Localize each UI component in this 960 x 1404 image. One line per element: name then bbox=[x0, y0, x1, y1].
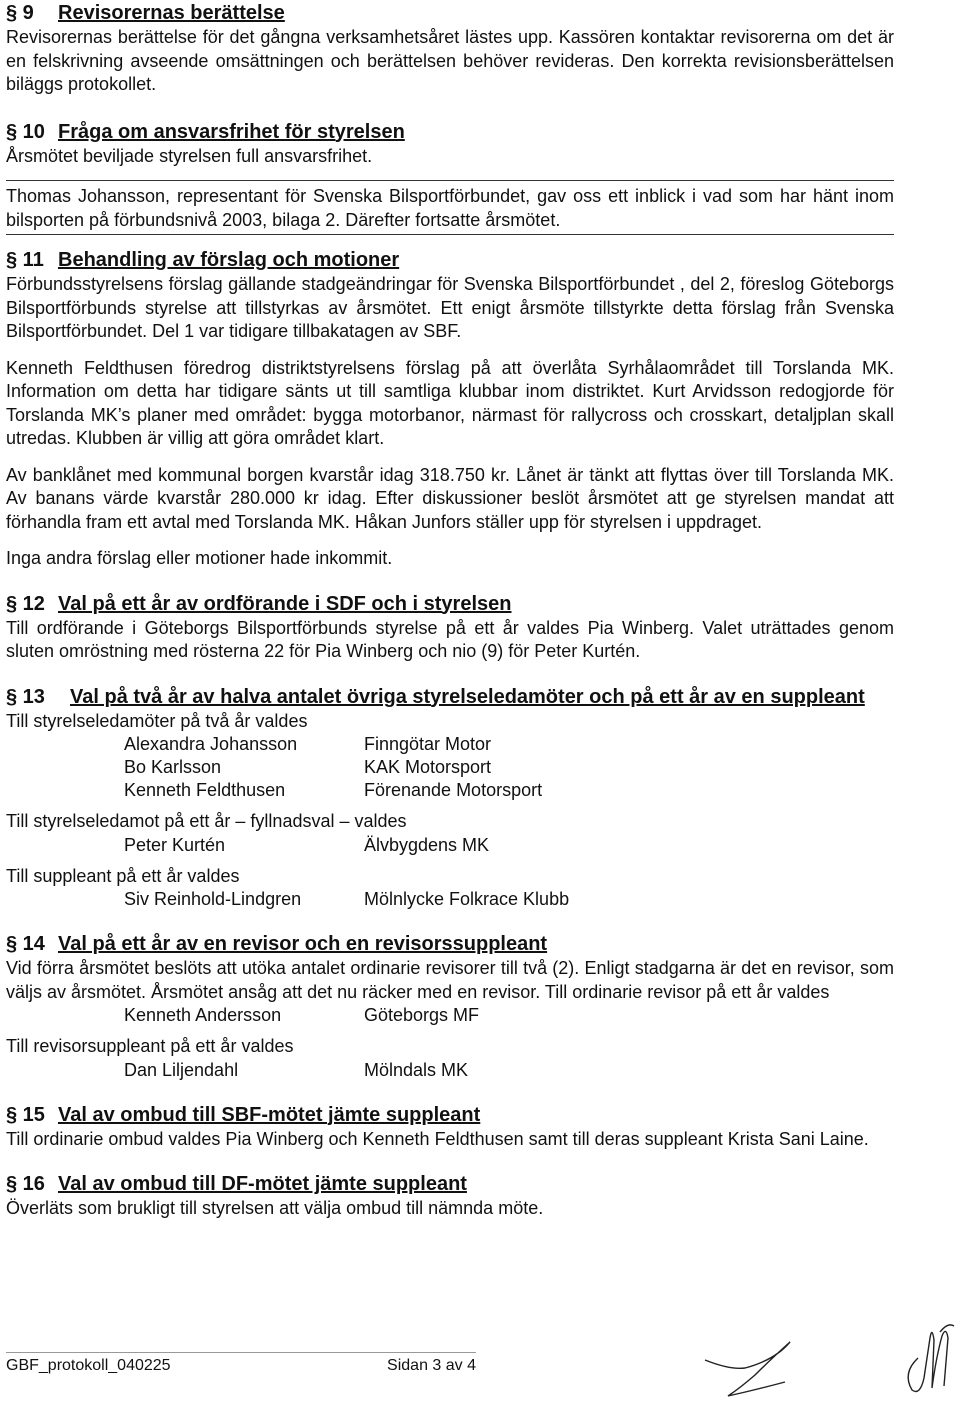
section-10-text-2: Thomas Johansson, representant för Svenska Bilsportförbundet, gav oss ett inblick i vad som har hänt inom bilsporten på förbundsnivå 2003, bilaga 2. Därefter fortsatte årsmötet. bbox=[6, 186, 894, 230]
section-13-heading bbox=[6, 684, 894, 710]
elected-member-row bbox=[6, 733, 894, 756]
elected-member-row bbox=[6, 834, 894, 857]
section-14-text: Vid förra årsmötet beslöts att utöka antalet ordinarie revisorer till två (2). Enligt stadgarna är det en revisor, som väljs av årsmötet. Årsmötet ansåg att det nu räcker med en revisor. Till ordinarie revisor på ett år valdes bbox=[6, 958, 894, 1002]
section-15-heading bbox=[6, 1102, 894, 1128]
page-number: Sidan 3 av 4 bbox=[387, 1357, 476, 1374]
section-10-heading bbox=[6, 119, 894, 145]
section-title: Val av ombud till SBF-mötet jämte suppleant bbox=[58, 1103, 481, 1126]
member-club: Förenande Motorsport bbox=[364, 780, 543, 800]
section-13-intro-2: Till styrelseledamot på ett år – fyllnadsval – valdes bbox=[6, 811, 407, 831]
section-title: Val av ombud till DF-mötet jämte suppleant bbox=[58, 1173, 467, 1195]
section-11-paragraph-2: Kenneth Feldthusen föredrog distriktstyrelsens förslag på att överlåta Syrhålaområdet till Torslanda MK. Information om detta har tidigare sänts ut till samtliga klubbar inom distriktet. Kurt Arvidsson redogjorde för Torslanda MK’s planer med området: bygga motorbanor, närmast för rallycross och crosskart, detaljplan skall utredas. Klubben är villig att göra området klart. bbox=[6, 357, 894, 448]
section-14-heading bbox=[6, 931, 894, 957]
member-name: Siv Reinhold-Lindgren bbox=[124, 889, 302, 909]
member-name: Dan Liljendahl bbox=[124, 1059, 239, 1080]
member-club: Finngötar Motor bbox=[364, 734, 492, 754]
section-16-heading bbox=[6, 1171, 894, 1197]
elected-member-row bbox=[6, 888, 894, 911]
handwritten-signature-2 bbox=[896, 1318, 956, 1398]
section-11-paragraph-1: Förbundsstyrelsens förslag gällande stadgeändringar för Svenska Bilsportförbundet , del 2, föreslog Göteborgs Bilsportförbunds styrelse att tillstyrkas av årsmötet. Ett enigt årsmöte tillstyrkte detta förslag från Svenska Bilsportförbundet. Del 1 var tidigare tillbakatagen av SBF. bbox=[6, 274, 894, 341]
section-12-text: Till ordförande i Göteborgs Bilsportförbunds styrelse på ett år valdes Pia Winberg. Valet uträttades genom sluten omröstning med rösterna 22 för Pia Winberg och nio (9) för Peter Kurtén. bbox=[6, 617, 894, 661]
section-title: Fråga om ansvarsfrihet för styrelsen bbox=[58, 120, 405, 143]
member-name: Kenneth Andersson bbox=[124, 1005, 282, 1025]
section-number: § 12 bbox=[6, 592, 45, 615]
divider bbox=[6, 180, 894, 181]
section-13-intro-1: Till styrelseledamöter på två år valdes bbox=[6, 710, 308, 731]
member-club: Älvbygdens MK bbox=[364, 834, 490, 855]
page-footer bbox=[6, 1352, 476, 1375]
section-number: § 16 bbox=[6, 1173, 45, 1195]
section-14-intro-2: Till revisorsuppleant på ett år valdes bbox=[6, 1036, 294, 1056]
section-9-text: Revisorernas berättelse för det gångna verksamhetsåret lästes upp. Kassören kontaktar revisorerna om det är en felskrivning avseende omsättningen och berättelsen behöver revideras. Den korrekta revisionsberättelsen biläggs protokollet. bbox=[6, 27, 894, 94]
section-13-intro-3: Till suppleant på ett år valdes bbox=[6, 865, 240, 886]
divider bbox=[6, 234, 894, 235]
section-number: § 13 bbox=[6, 685, 45, 708]
member-name: Alexandra Johansson bbox=[124, 734, 298, 754]
elected-member-row bbox=[6, 1004, 894, 1027]
section-number: § 9 bbox=[6, 2, 34, 24]
member-club: Mölndals MK bbox=[364, 1059, 469, 1080]
member-name: Bo Karlsson bbox=[124, 757, 222, 777]
section-number: § 10 bbox=[6, 120, 45, 143]
section-12-heading bbox=[6, 591, 894, 617]
section-title: Val på ett år av en revisor och en revisorssuppleant bbox=[58, 933, 548, 955]
section-16-text: Överläts som brukligt till styrelsen att välja ombud till nämnda möte. bbox=[6, 1198, 544, 1218]
section-11-paragraph-4: Inga andra förslag eller motioner hade inkommit. bbox=[6, 548, 393, 568]
section-title: Val på ett år av ordförande i SDF och i styrelsen bbox=[58, 592, 512, 615]
section-number: § 14 bbox=[6, 933, 45, 955]
elected-member-row bbox=[6, 779, 894, 802]
member-club: Göteborgs MF bbox=[364, 1005, 480, 1025]
document-page bbox=[6, 0, 894, 1221]
member-club: KAK Motorsport bbox=[364, 757, 492, 777]
member-name: Peter Kurtén bbox=[124, 834, 226, 855]
member-club: Mölnlycke Folkrace Klubb bbox=[364, 889, 570, 909]
elected-member-row bbox=[6, 1059, 894, 1082]
section-title: Revisorernas berättelse bbox=[58, 2, 285, 24]
section-number: § 15 bbox=[6, 1103, 45, 1126]
member-name: Kenneth Feldthusen bbox=[124, 780, 286, 800]
section-11-heading bbox=[6, 247, 894, 273]
handwritten-signature-1 bbox=[700, 1330, 800, 1400]
section-title: Behandling av förslag och motioner bbox=[58, 249, 400, 271]
section-9-heading bbox=[6, 0, 894, 26]
document-id: GBF_protokoll_040225 bbox=[6, 1357, 171, 1374]
section-15-text: Till ordinarie ombud valdes Pia Winberg och Kenneth Feldthusen samt till deras suppleant Krista Sani Laine. bbox=[6, 1128, 869, 1149]
section-number: § 11 bbox=[6, 249, 44, 271]
elected-member-row bbox=[6, 756, 894, 779]
section-title: Val på två år av halva antalet övriga styrelseledamöter och på ett år av en suppleant bbox=[70, 685, 865, 708]
section-10-text: Årsmötet beviljade styrelsen full ansvarsfrihet. bbox=[6, 145, 373, 166]
section-11-paragraph-3: Av banklånet med kommunal borgen kvarstår idag 318.750 kr. Lånet är tänkt att flyttas över till Torslanda MK. Av banans värde kvarstår 280.000 kr idag. Efter diskussioner beslöt årsmötet att ge styrelsen mandat att förhandla fram ett avtal med Torslanda MK. Håkan Junfors ställer upp för styrelsen i uppdraget. bbox=[6, 464, 894, 532]
